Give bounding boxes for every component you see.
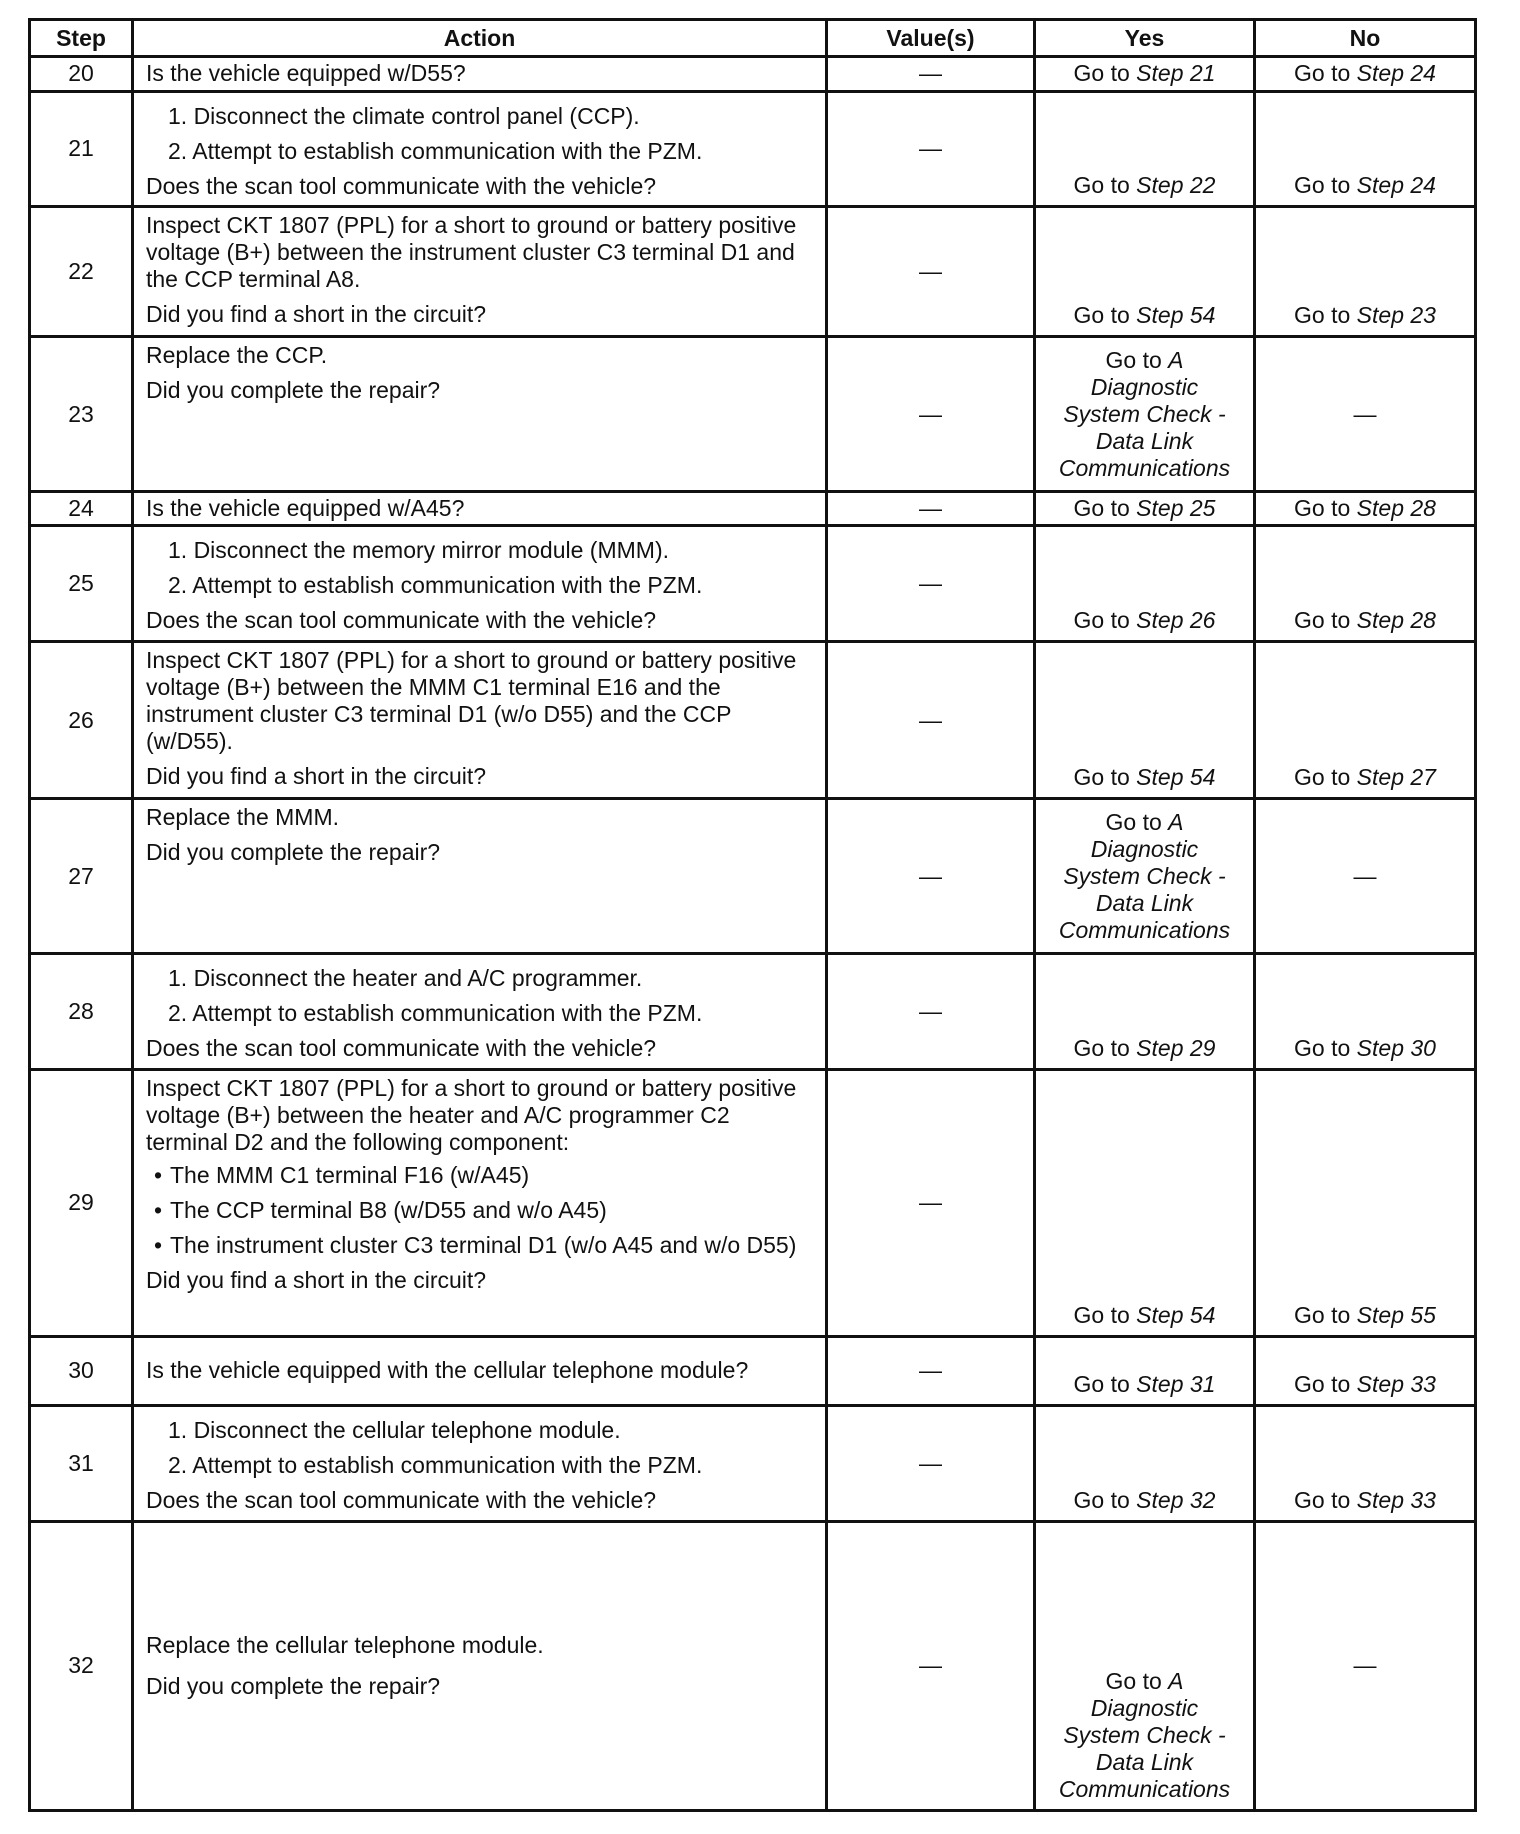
action-question: Does the scan tool communicate with the vehicle? — [146, 1486, 657, 1513]
yes-cell: Go to A Diagnostic System Check - Data Link Communications — [1035, 799, 1255, 953]
yes-cell: Go to Step 54 — [1035, 642, 1255, 799]
table-row — [30, 1405, 1476, 1521]
no-cell: Go to Step 23 — [1255, 207, 1476, 337]
action-question: Did you complete the repair? — [146, 1672, 441, 1699]
value-cell: — — [827, 1405, 1035, 1521]
step-number: 27 — [30, 799, 133, 953]
no-step-number: 28 — [1410, 607, 1436, 633]
step-number: 20 — [30, 57, 133, 92]
value-cell: — — [827, 799, 1035, 953]
action-steps — [146, 1417, 815, 1479]
diagnostic-table-page — [28, 18, 1474, 1812]
action-question: Does the scan tool communicate with the vehicle? — [146, 1034, 657, 1061]
action-steps — [146, 103, 815, 165]
yes-cell: Go to Step 25 — [1035, 491, 1255, 526]
header-step: Step — [30, 20, 133, 57]
yes-step-number: 26 — [1189, 607, 1216, 633]
list-item: 2. Attempt to establish communication with the PZM. — [168, 999, 703, 1026]
no-step-number: 23 — [1410, 302, 1436, 329]
action-instructions: Inspect CKT 1807 (PPL) for a short to ground or battery positive voltage (B+) between the MMM C1 terminal E16 and the instrument cluster C3 terminal D1 (w/o D55) and the CCP (w/D55). — [146, 647, 797, 754]
yes-step-number: 29 — [1189, 1034, 1216, 1061]
action-cell — [133, 1405, 827, 1521]
action-instructions: Replace the MMM. — [146, 804, 340, 831]
list-item: 2. Attempt to establish communication with the PZM. — [168, 137, 703, 164]
yes-cell: Go to A Diagnostic System Check - Data Link Communications — [1035, 1521, 1255, 1810]
action-cell — [133, 953, 827, 1069]
no-step-number: 33 — [1410, 1486, 1436, 1513]
step-number: 23 — [30, 337, 133, 491]
action-cell — [133, 491, 827, 526]
table-row — [30, 526, 1476, 642]
header-action: Action — [133, 20, 827, 57]
no-cell: Go to Step 33 — [1255, 1405, 1476, 1521]
yes-step-number: 31 — [1189, 1370, 1216, 1397]
no-cell: Go to Step 24 — [1255, 57, 1476, 92]
step-number: 21 — [30, 91, 133, 207]
action-question: Did you complete the repair? — [146, 377, 441, 404]
action-steps — [146, 537, 815, 599]
value-cell: — — [827, 642, 1035, 799]
value-cell: — — [827, 91, 1035, 207]
step-number: 25 — [30, 526, 133, 642]
yes-step-number: 22 — [1189, 172, 1216, 199]
list-item: 2. Attempt to establish communication with the PZM. — [168, 1451, 703, 1478]
yes-step-number: 54 — [1189, 1301, 1216, 1328]
header-no: No — [1255, 20, 1476, 57]
no-cell: Go to Step 55 — [1255, 1069, 1476, 1336]
action-instructions: Inspect CKT 1807 (PPL) for a short to ground or battery positive voltage (B+) between the instrument cluster C3 terminal D1 and the CCP terminal A8. — [146, 212, 797, 293]
no-cell: Go to Step 28 — [1255, 526, 1476, 642]
yes-cell: Go to Step 21 — [1035, 57, 1255, 92]
header-yes: Yes — [1035, 20, 1255, 57]
value-cell: — — [827, 337, 1035, 491]
list-item: • The CCP terminal B8 (w/D55 and w/o A45) — [154, 1196, 607, 1223]
step-number: 24 — [30, 491, 133, 526]
step-number: 31 — [30, 1405, 133, 1521]
table-row — [30, 491, 1476, 526]
table-row — [30, 953, 1476, 1069]
yes-step-number: 32 — [1189, 1486, 1216, 1513]
action-instructions: Inspect CKT 1807 (PPL) for a short to ground or battery positive voltage (B+) between the heater and A/C programmer C2 terminal D2 and the following component: — [146, 1074, 797, 1155]
no-step-number: 30 — [1410, 1034, 1436, 1061]
table-row — [30, 1336, 1476, 1405]
table-row — [30, 1521, 1476, 1810]
no-step-number: 27 — [1410, 764, 1436, 791]
yes-step-number: 25 — [1189, 494, 1216, 521]
action-cell — [133, 799, 827, 953]
table-row — [30, 57, 1476, 92]
list-item: • The MMM C1 terminal F16 (w/A45) — [154, 1161, 530, 1188]
table-row — [30, 642, 1476, 799]
step-number: 28 — [30, 953, 133, 1069]
table-row — [30, 207, 1476, 337]
no-cell: — — [1255, 799, 1476, 953]
action-question: Did you find a short in the circuit? — [146, 301, 487, 328]
no-cell: Go to Step 33 — [1255, 1336, 1476, 1405]
list-item: 1. Disconnect the climate control panel (CCP). — [168, 102, 640, 129]
value-cell: — — [827, 57, 1035, 92]
yes-cell: Go to Step 32 — [1035, 1405, 1255, 1521]
action-cell — [133, 1521, 827, 1810]
no-step-number: 55 — [1410, 1301, 1436, 1328]
list-item: • The instrument cluster C3 terminal D1 (w/o A45 and w/o D55) — [154, 1231, 797, 1258]
step-number: 26 — [30, 642, 133, 799]
list-item: 1. Disconnect the cellular telephone module. — [168, 1416, 621, 1443]
yes-cell: Go to A Diagnostic System Check - Data Link Communications — [1035, 337, 1255, 491]
no-cell: — — [1255, 1521, 1476, 1810]
action-instructions: Replace the cellular telephone module. — [146, 1631, 544, 1658]
step-number: 30 — [30, 1336, 133, 1405]
yes-cell: Go to Step 31 — [1035, 1336, 1255, 1405]
action-cell — [133, 91, 827, 207]
value-cell: — — [827, 491, 1035, 526]
yes-cell: Go to Step 22 — [1035, 91, 1255, 207]
value-cell: — — [827, 953, 1035, 1069]
step-number: 22 — [30, 207, 133, 337]
component-list — [146, 1162, 815, 1259]
action-question: Does the scan tool communicate with the vehicle? — [146, 607, 657, 634]
action-cell — [133, 57, 827, 92]
no-step-number: 24 — [1410, 172, 1436, 199]
value-cell: — — [827, 526, 1035, 642]
value-cell: — — [827, 1069, 1035, 1336]
action-cell — [133, 337, 827, 491]
action-instructions: Replace the CCP. — [146, 342, 328, 369]
action-steps — [146, 965, 815, 1027]
value-cell: — — [827, 207, 1035, 337]
action-question: Is the vehicle equipped with the cellular telephone module? — [146, 1357, 749, 1384]
list-item: 1. Disconnect the memory mirror module (MMM). — [168, 537, 669, 564]
action-question: Did you find a short in the circuit? — [146, 1266, 487, 1293]
header-values: Value(s) — [827, 20, 1035, 57]
action-question: Is the vehicle equipped w/A45? — [146, 494, 465, 521]
diagnostic-table — [28, 18, 1477, 1812]
step-number: 32 — [30, 1521, 133, 1810]
no-cell: — — [1255, 337, 1476, 491]
yes-step-number: 21 — [1189, 60, 1216, 87]
table-row — [30, 799, 1476, 953]
table-row — [30, 1069, 1476, 1336]
action-cell — [133, 207, 827, 337]
yes-cell: Go to Step 29 — [1035, 953, 1255, 1069]
header-row — [30, 20, 1476, 57]
action-cell — [133, 526, 827, 642]
action-question: Did you find a short in the circuit? — [146, 763, 487, 789]
step-number: 29 — [30, 1069, 133, 1336]
no-step-number: 24 — [1410, 60, 1436, 87]
no-step-number: 28 — [1410, 494, 1436, 521]
no-cell: Go to Step 27 — [1255, 642, 1476, 799]
yes-step-number: 54 — [1189, 764, 1216, 791]
list-item: 2. Attempt to establish communication with the PZM. — [168, 572, 703, 599]
action-question: Is the vehicle equipped w/D55? — [146, 60, 466, 87]
no-step-number: 33 — [1410, 1370, 1436, 1397]
value-cell: — — [827, 1521, 1035, 1810]
yes-cell: Go to Step 54 — [1035, 1069, 1255, 1336]
table-row — [30, 91, 1476, 207]
action-cell — [133, 642, 827, 799]
no-cell: Go to Step 24 — [1255, 91, 1476, 207]
table-row — [30, 337, 1476, 491]
action-question: Does the scan tool communicate with the vehicle? — [146, 172, 657, 199]
value-cell: — — [827, 1336, 1035, 1405]
action-cell — [133, 1336, 827, 1405]
yes-step-number: 54 — [1189, 302, 1216, 329]
yes-cell: Go to Step 26 — [1035, 526, 1255, 642]
list-item: 1. Disconnect the heater and A/C programmer. — [168, 964, 643, 991]
no-cell: Go to Step 30 — [1255, 953, 1476, 1069]
action-question: Did you complete the repair? — [146, 839, 441, 866]
action-cell — [133, 1069, 827, 1336]
yes-cell: Go to Step 54 — [1035, 207, 1255, 337]
no-cell: Go to Step 28 — [1255, 491, 1476, 526]
